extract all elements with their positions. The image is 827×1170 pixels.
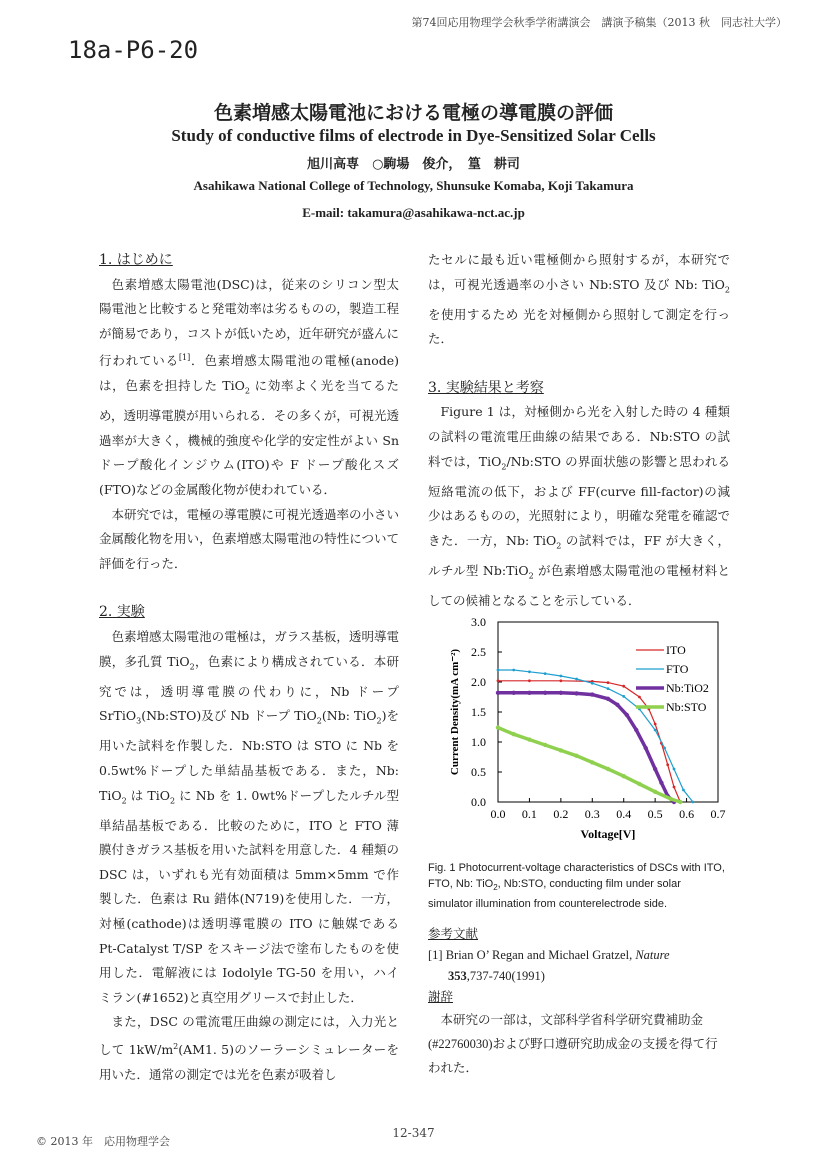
y-tick-label: 2.5 — [471, 645, 486, 659]
data-point — [638, 696, 641, 699]
section-1-paragraph-2: 本研究では，電極の導電膜に可視光透過率の小さい金属酸化物を用い，色素増感太陽電池の特性について評価を行った． — [99, 506, 400, 571]
legend-label: FTO — [666, 662, 689, 676]
legend-label: Nb:STO — [666, 700, 707, 714]
data-point — [644, 746, 648, 750]
data-point — [512, 691, 516, 695]
citation-1: [1] — [178, 353, 191, 363]
data-point — [634, 728, 638, 732]
data-point — [691, 801, 694, 804]
x-tick-label: 0.3 — [584, 807, 600, 821]
data-point — [622, 774, 626, 778]
data-point — [497, 669, 500, 672]
data-point — [590, 692, 594, 696]
data-point — [496, 691, 500, 695]
data-point — [559, 748, 563, 752]
legend-label: Nb:TiO2 — [666, 681, 709, 695]
data-point — [653, 790, 657, 794]
y-tick-label: 0.0 — [471, 795, 486, 809]
section-2-heading: 2. 実験 — [99, 604, 145, 621]
references-heading: 参考文献 — [428, 927, 479, 941]
data-point — [559, 691, 563, 695]
data-point — [606, 767, 610, 771]
y-axis-label: Current Density(mA cm⁻²) — [449, 648, 461, 776]
references-section — [428, 924, 730, 1080]
data-point — [543, 743, 547, 747]
section-2-continuation: たセルに最も近い電極側から照射するが，本研究では，可視光透過率の小さい Nb:STO 及び Nb: TiO$_2$ を使用するため 光を対極側から照射して測定を行った． — [428, 252, 730, 347]
authors-japanese: 旭川高専 ○駒場 俊介， 篁 耕司 — [307, 157, 520, 172]
acknowledgement-text: 本研究の一部は，文部科学省科学研究費補助金(#22760030)および野口遵研究助成金の支援を得て行われた． — [428, 1013, 718, 1075]
x-tick-label: 0.1 — [521, 807, 537, 821]
email: E-mail: takamura@asahikawa-nct.ac.jp — [302, 205, 525, 220]
data-point — [607, 687, 610, 690]
data-point — [559, 679, 562, 682]
data-point — [666, 763, 669, 766]
data-point — [606, 697, 610, 701]
data-point — [496, 725, 500, 729]
data-point — [544, 672, 547, 675]
series-line-ito — [498, 681, 680, 802]
acknowledgement-heading: 謝辞 — [428, 990, 454, 1004]
x-tick-label: 0.6 — [679, 807, 695, 821]
data-point — [654, 729, 657, 732]
x-axis-label: Voltage[V] — [580, 827, 636, 841]
data-point — [622, 685, 625, 688]
section-1-paragraph-1: 色素増感太陽電池(DSC)は，従来のシリコン型太陽電池と比較すると発電効率は劣るものの，製造工程が簡易であり，コストが低いため，近年研究が盛んに行われている[1]．色素増感太陽電池の電極(anode)は，色素を担持した TiO$_2$ に効率よく光を当てるため，透明導電膜が用いられる．その多くが，可視光透過率が大きく，機械的強度や化学的安定性がよい Sn ドープ酸化インジウム(ITO)や F ドープ酸化スズ(FTO)などの金属酸化物が使われている． — [99, 276, 399, 497]
section-3-paragraph-1: Figure 1 は，対極側から光を入射した時の 4 種類の試料の電流電圧曲線の結果である．Nb:STO の試料では，TiO$_2$/Nb:STO の界面状態の影響と思われる短絡電流の低下，および FF(curve fill-factor)の減少はあるものの，光照射により，明確な発電を確認できた．一方，Nb: TiO$_2$ の試料では，FF が大きく，ルチル型 Nb:TiO$_2$ が色素増感太陽電池の電極材料としての候補となることを示している． — [428, 404, 730, 609]
data-point — [559, 675, 562, 678]
data-point — [622, 695, 625, 698]
page-number: 12-347 — [392, 1126, 435, 1140]
x-tick-label: 0.5 — [647, 807, 663, 821]
legend-label: ITO — [666, 643, 686, 657]
data-point — [527, 737, 531, 741]
data-point — [607, 681, 610, 684]
data-point — [673, 768, 676, 771]
section-2-paragraph-1: 色素増感太陽電池の電極は，ガラス基板，透明導電膜，多孔質 TiO$_2$，色素により構成されている．本研究では，透明導電膜の代わりに，Nb ドープ SrTiO$_3$(Nb:STO)及び Nb ドープ TiO$_2$(Nb: TiO$_2$)を用いた試料を作製した．Nb:STO は STO に Nb を 0.5wt%ドープした単結晶基板である．また，Nb: TiO$_2$ は TiO$_2$ に Nb を 1. 0wt%ドープしたルチル型単結晶基板である．比較のために，ITO と FTO 薄膜付きガラス基板を用いた試料を用意した．4 種類の DSC は，いずれも光有効面積は 5mm×5mm で作製した．色素は Ru 錯体(N719)を使用した．一方，対極(cathode)は透明導電膜の ITO に触媒である Pt-Catalyst T/SP をスキージ法で塗布したものを使用した．電解液には Iodolyle TG-50 を用い，ハイミラン(#1652)と真空用グリースで封止した． — [99, 628, 399, 1005]
series-line-fto — [498, 670, 693, 802]
right-column — [428, 248, 730, 614]
title-japanese: 色素増感太陽電池における電極の導電膜の評価 — [213, 102, 613, 124]
data-point — [678, 800, 682, 804]
y-tick-label: 3.0 — [471, 615, 486, 629]
data-point — [497, 679, 500, 682]
data-point — [527, 691, 531, 695]
data-point — [512, 669, 515, 672]
data-point — [574, 754, 578, 758]
data-point — [512, 732, 516, 736]
copyright: © 2013 年 応用物理学会 — [36, 1135, 170, 1148]
data-point — [591, 682, 594, 685]
data-point — [574, 691, 578, 695]
iv-curve-chart — [428, 606, 738, 856]
x-tick-label: 0.2 — [553, 807, 569, 821]
data-point — [528, 670, 531, 673]
data-point — [659, 781, 663, 785]
data-point — [673, 786, 676, 789]
section-3-heading: 3. 実験結果と考察 — [428, 379, 544, 396]
y-tick-label: 0.5 — [471, 765, 486, 779]
x-tick-label: 0.7 — [710, 807, 726, 821]
data-point — [543, 691, 547, 695]
x-tick-label: 0.4 — [616, 807, 632, 821]
data-point — [653, 767, 657, 771]
data-point — [575, 678, 578, 681]
affiliation: Asahikawa National College of Technology, Shunsuke Komaba, Koji Takamura — [193, 178, 634, 193]
data-point — [654, 723, 657, 726]
section-1-heading: 1. はじめに — [99, 252, 173, 268]
data-point — [663, 747, 666, 750]
conference-header: 第74回応用物理学会秋季学術講演会 講演予稿集（2013 秋 同志社大学） — [411, 16, 787, 29]
figure-caption: Fig. 1 Photocurrent-voltage characteristics of DSCs with ITO, FTO, Nb: TiO$_2$, Nb:STO, conducting film under solar simulator illumination from counterelectrode side. — [428, 862, 725, 911]
y-tick-label: 1.5 — [471, 705, 486, 719]
reference-1: [1] Brian O’ Regan and Michael Gratzel, Nature 353,737-740(1991) — [428, 948, 670, 983]
data-point — [528, 679, 531, 682]
y-tick-label: 1.0 — [471, 735, 486, 749]
data-point — [590, 760, 594, 764]
data-point — [682, 789, 685, 792]
data-point — [625, 713, 629, 717]
data-point — [637, 782, 641, 786]
section-2-paragraph-2: また，DSC の電流電圧曲線の測定には，入力光として $1kW/m^2(AM1$. 5)のソーラーシミュレーターを用いた．通常の測定では光を色素が吸着し — [99, 1014, 399, 1082]
x-tick-label: 0.0 — [490, 807, 506, 821]
data-point — [669, 797, 673, 801]
title-english: Study of conductive films of electrode in Dye-Sensitized Solar Cells — [171, 126, 656, 145]
left-column — [99, 248, 399, 1087]
y-tick-label: 2.0 — [471, 675, 486, 689]
paper-id: 18a-P6-20 — [68, 36, 199, 64]
data-point — [615, 703, 619, 707]
